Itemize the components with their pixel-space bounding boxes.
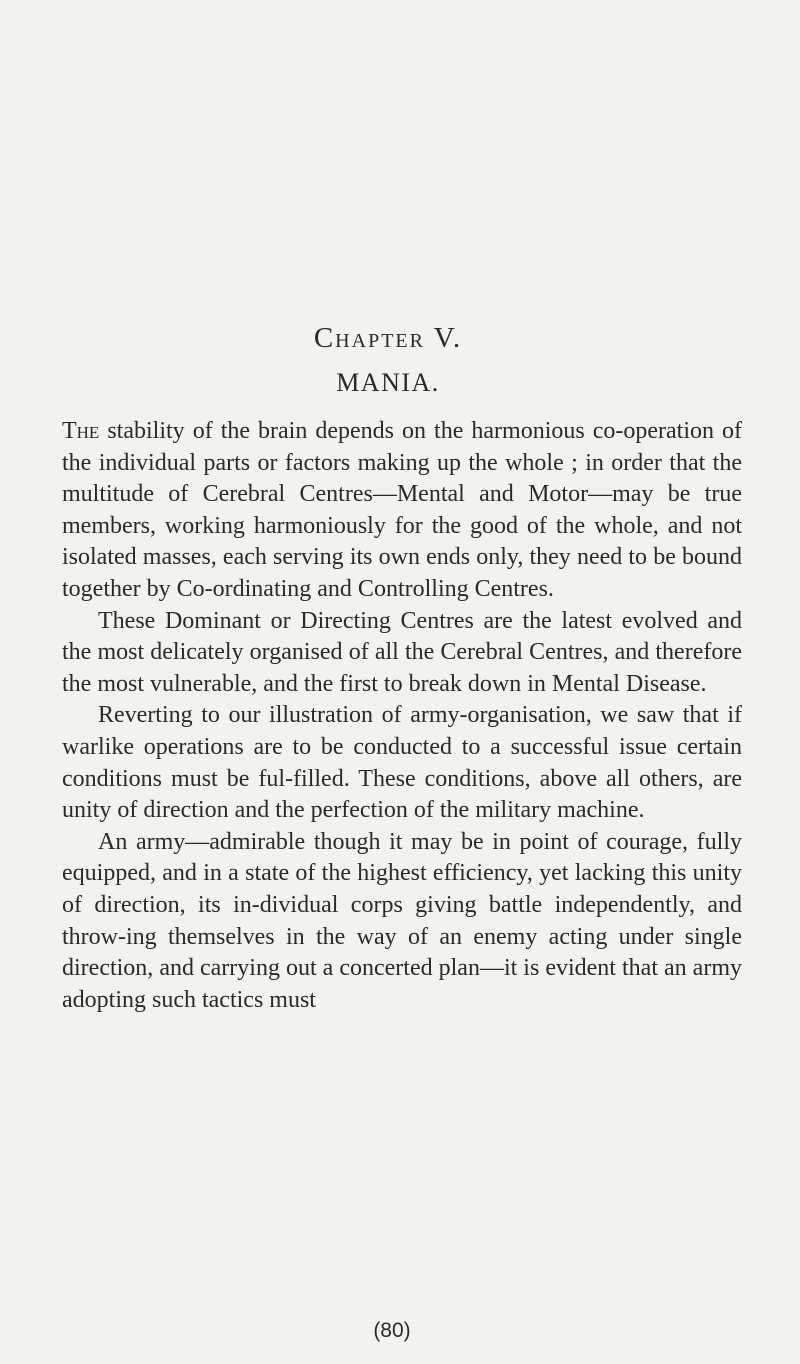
page-number: (80) — [373, 1319, 411, 1342]
paragraph-3: Reverting to our illustration of army-organisation, we saw that if warlike operations are to be conducted to a successful issue certain conditions must be ful-filled. These conditions, above all others, are unity of direction and the perfection of the military machine. — [62, 702, 742, 824]
body-text — [62, 416, 742, 1016]
paragraph-1-text: stability of the brain depends on the harmonious co-operation of the individual parts or factors making up the whole ; in order that the multitude of Cerebral Centres—Mental and Motor—may be true members, working harmoniously for the good of the whole, and not isolated masses, each serving its own ends only, they need to be bound together by Co-ordinating and Controlling Centres. — [62, 418, 742, 602]
paragraph-4: An army—admirable though it may be in point of courage, fully equipped, and in a state of the highest efficiency, yet lacking this unity of direction, its in-dividual corps giving battle independently, and throw-ing themselves in the way of an enemy acting under single direction, and carrying out a concerted plan—it is evident that an army adopting such tactics must — [62, 828, 742, 1013]
chapter-heading: Chapter V. — [313, 322, 463, 354]
paragraph-lead-word: The — [62, 418, 100, 444]
paragraph-1 — [62, 416, 742, 606]
chapter-title: MANIA. — [336, 368, 440, 397]
paragraph-2: These Dominant or Directing Centres are the latest evolved and the most delicately organised of all the Cerebral Centres, and therefore the most vulnerable, and the first to break down in Mental Disease. — [62, 607, 742, 697]
